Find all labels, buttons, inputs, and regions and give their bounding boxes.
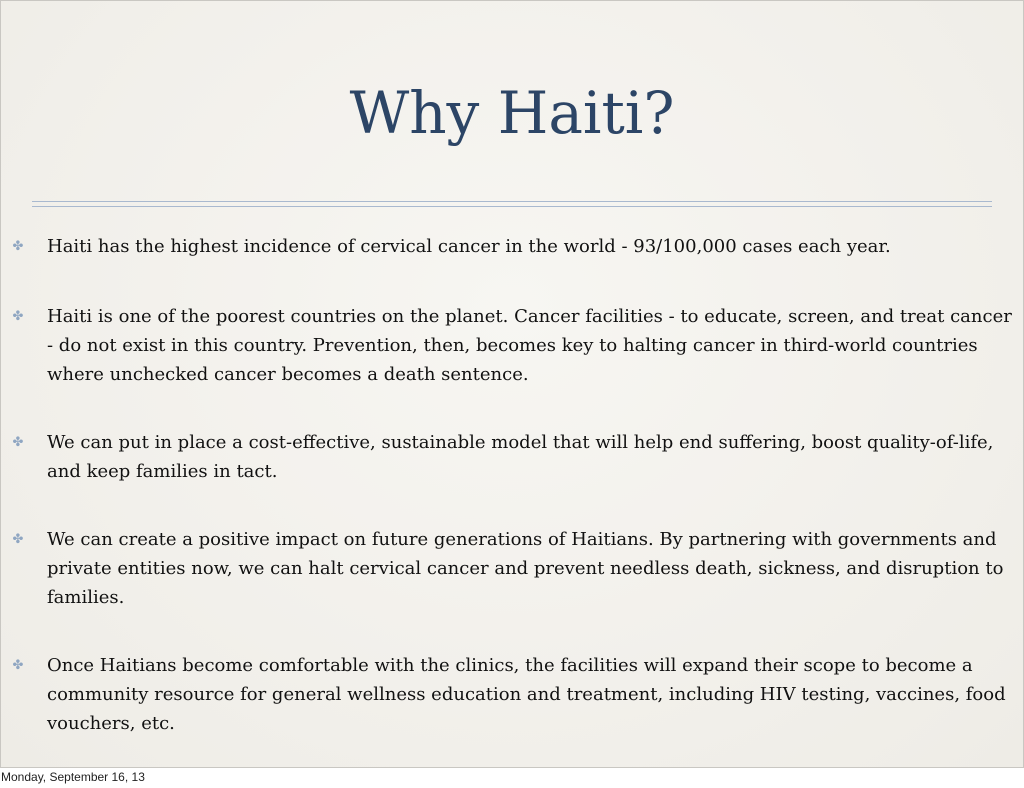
bullet-text: We can create a positive impact on future generations of Haitians. By partnering with governments and private entities now, we can halt cervical cancer and prevent needless death, sickness, and disruption to families.	[47, 529, 1004, 608]
title-divider	[32, 201, 992, 207]
asterisk-flower-icon: ✤	[12, 309, 24, 324]
asterisk-flower-icon: ✤	[12, 658, 24, 673]
bullet-text: Once Haitians become comfortable with the clinics, the facilities will expand their scope to become a community resource for general wellness education and treatment, including HIV testing, vaccines, food vouchers, etc.	[47, 655, 1006, 734]
slide-title: Why Haiti?	[349, 79, 675, 147]
asterisk-flower-icon: ✤	[12, 532, 24, 547]
footer-date: Monday, September 16, 13	[1, 770, 145, 784]
bullet-text: Haiti is one of the poorest countries on the planet. Cancer facilities - to educate, screen, and treat cancer - do not exist in this country. Prevention, then, becomes key to halting cancer in third-world countries where unchecked cancer becomes a death sentence.	[47, 306, 1012, 385]
asterisk-flower-icon: ✤	[12, 239, 24, 254]
bullet-text: We can put in place a cost-effective, sustainable model that will help end suffering, boost quality-of-life, and keep families in tact.	[47, 432, 994, 482]
bullet-text: Haiti has the highest incidence of cervical cancer in the world - 93/100,000 cases each year.	[47, 236, 891, 257]
asterisk-flower-icon: ✤	[12, 435, 24, 450]
